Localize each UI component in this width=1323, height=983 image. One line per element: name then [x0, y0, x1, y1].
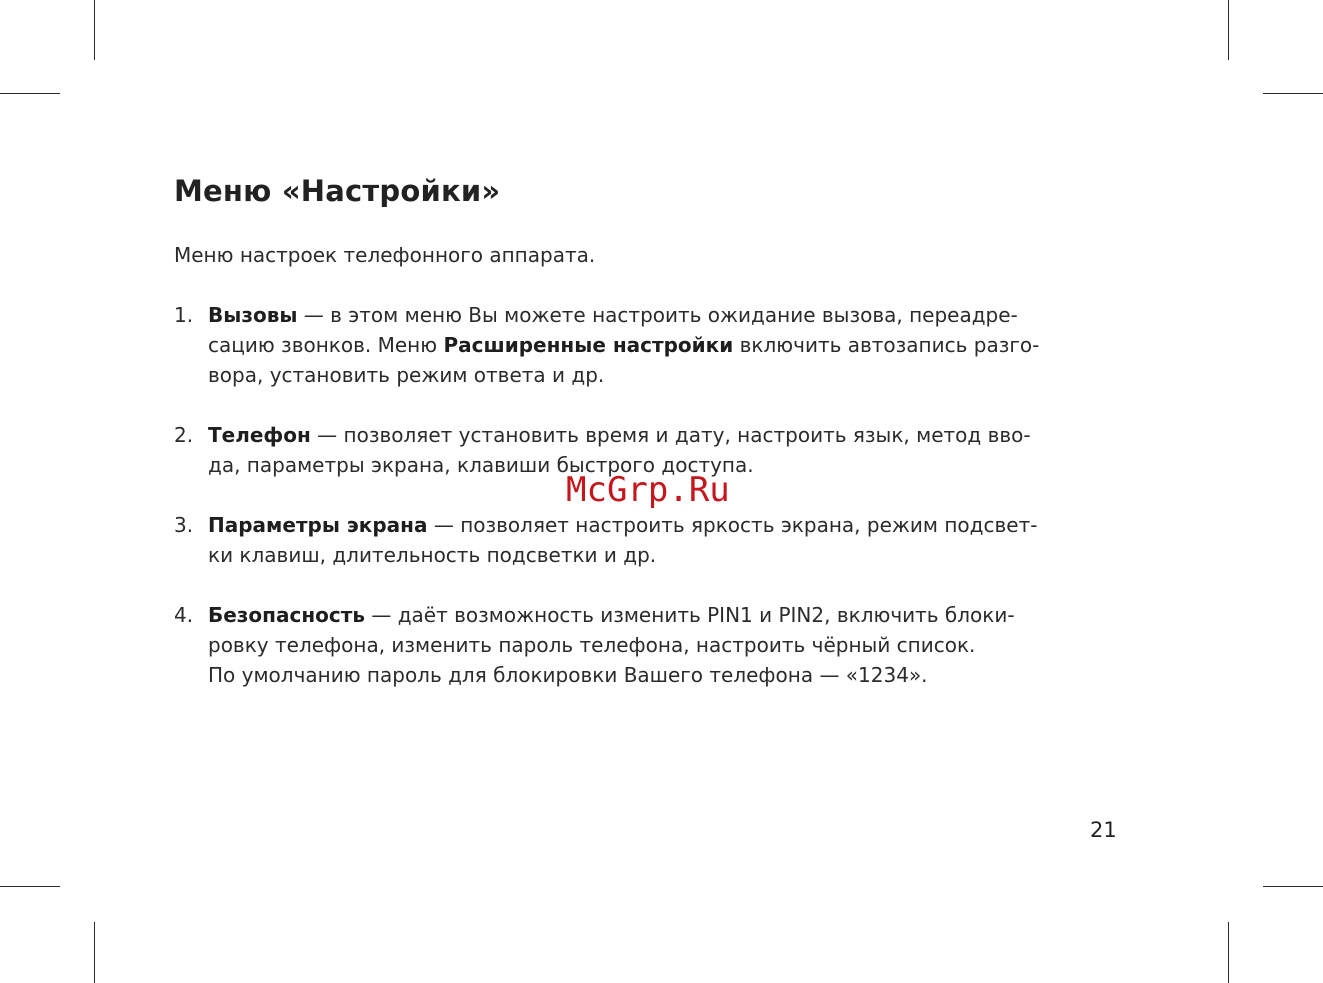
- crop-mark-top-right-vertical: [1228, 0, 1229, 60]
- crop-mark-top-right-horizontal: [1263, 93, 1323, 94]
- list-item-line: Телефон — позволяет установить время и дату, настроить язык, метод вво-: [208, 423, 1031, 447]
- list-item-line: Параметры экрана — позволяет настроить яркость экрана, режим подсвет-: [208, 513, 1038, 537]
- crop-mark-top-left-horizontal: [0, 93, 60, 94]
- list-item-security: [174, 600, 1119, 690]
- list-item-line: ки клавиш, длительность подсветки и др.: [208, 543, 657, 567]
- crop-mark-bottom-left-vertical: [94, 922, 95, 983]
- watermark: McGrp.Ru: [566, 470, 730, 510]
- list-item-line: да, параметры экрана, клавиши быстрого доступа.: [208, 453, 754, 477]
- crop-mark-top-left-vertical: [94, 0, 95, 60]
- crop-mark-bottom-right-vertical: [1228, 922, 1229, 983]
- list-item-line: вора, установить режим ответа и др.: [208, 363, 605, 387]
- list-item-number: 4.: [174, 603, 194, 627]
- term-display-settings: Параметры экрана: [208, 513, 428, 537]
- crop-mark-bottom-right-horizontal: [1263, 886, 1323, 887]
- list-item-display: [174, 510, 1119, 570]
- list-item-line: Вызовы — в этом меню Вы можете настроить ожидание вызова, переадре-: [208, 303, 1018, 327]
- intro-paragraph: Меню настроек телефонного аппарата.: [174, 243, 596, 267]
- list-item-number: 1.: [174, 303, 194, 327]
- crop-mark-bottom-left-horizontal: [0, 886, 60, 887]
- list-item-line: Безопасность — даёт возможность изменить PIN1 и PIN2, включить блоки-: [208, 603, 1015, 627]
- term-advanced-settings: Расширенные настройки: [443, 333, 734, 357]
- list-item-line: сацию звонков. Меню Расширенные настройки включить автозапись разго-: [208, 333, 1040, 357]
- page-number: 21: [1090, 818, 1117, 842]
- term-calls: Вызовы: [208, 303, 298, 327]
- term-security: Безопасность: [208, 603, 365, 627]
- page-title: Меню «Настройки»: [174, 174, 501, 208]
- list-item-line: ровку телефона, изменить пароль телефона, настроить чёрный список.: [208, 633, 976, 657]
- list-item-calls: [174, 300, 1119, 390]
- list-item-number: 3.: [174, 513, 194, 537]
- term-phone: Телефон: [208, 423, 311, 447]
- list-item-line: По умолчанию пароль для блокировки Вашего телефона — «1234».: [208, 663, 928, 687]
- list-item-number: 2.: [174, 423, 194, 447]
